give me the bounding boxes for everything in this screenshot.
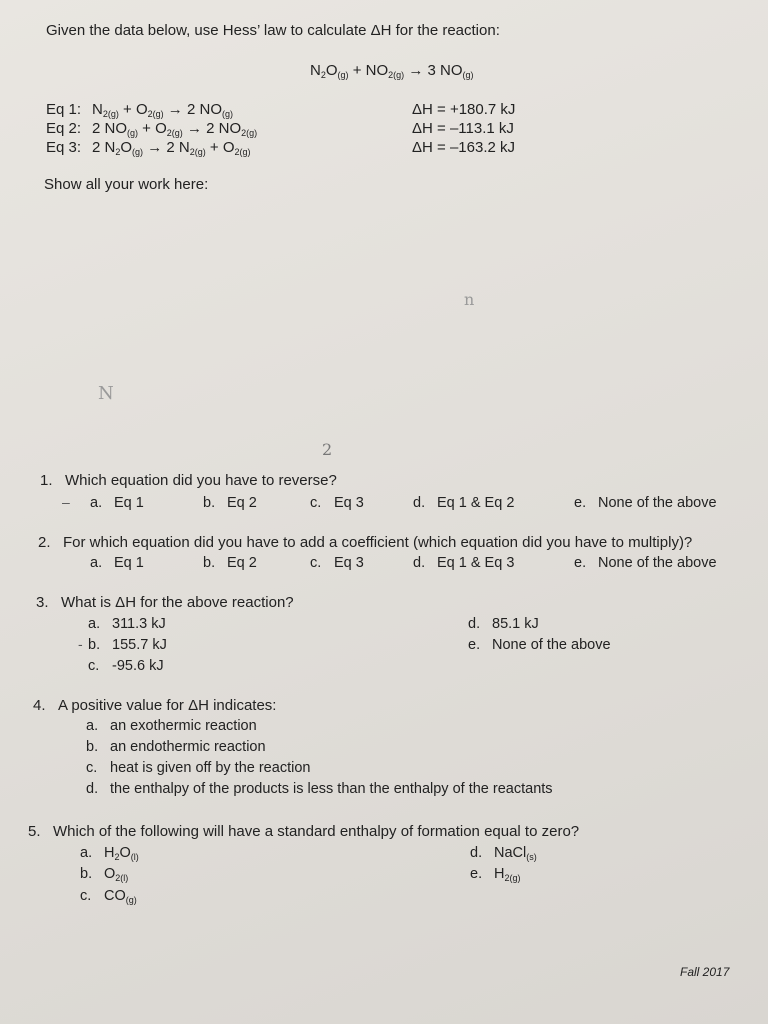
question-2-number: 2.	[38, 534, 51, 551]
q2-option-e[interactable]	[574, 555, 717, 571]
pencil-dash-mark: -	[78, 636, 83, 652]
option-letter: d.	[413, 495, 426, 511]
option-text: None of the above	[598, 495, 717, 511]
eq1-formula: $N_{2(g)} + O_{2(g)} \to 2$ $NO_{(g)}$	[92, 101, 233, 119]
option-letter: c.	[80, 888, 92, 904]
option-letter: a.	[90, 495, 103, 511]
eq2-dh: ΔH = –113.1 kJ	[412, 120, 514, 137]
question-4-number: 4.	[33, 697, 46, 714]
question-5-number: 5.	[28, 823, 41, 840]
q3-option-b[interactable]	[88, 637, 167, 653]
q4-option-d[interactable]	[86, 781, 553, 797]
pencil-mark: n	[464, 290, 475, 309]
q1-option-a[interactable]	[90, 495, 144, 511]
q1-option-b[interactable]	[203, 495, 257, 511]
q5-option-d[interactable]	[470, 845, 537, 862]
option-text: an endothermic reaction	[110, 739, 266, 755]
option-letter: e.	[470, 866, 483, 882]
option-text: an exothermic reaction	[110, 718, 257, 734]
option-text: Eq 1	[114, 555, 144, 571]
q3-option-e[interactable]	[468, 637, 611, 653]
option-text: 155.7 kJ	[112, 637, 167, 653]
option-text: heat is given off by the reaction	[110, 760, 311, 776]
option-letter: e.	[574, 495, 587, 511]
option-letter: a.	[90, 555, 103, 571]
q1-option-e[interactable]	[574, 495, 717, 511]
option-text: Eq 1 & Eq 2	[437, 495, 515, 511]
q4-option-c[interactable]	[86, 760, 310, 776]
question-3-text: What is ΔH for the above reaction?	[61, 594, 294, 611]
option-formula: $O_{2(l)}$	[104, 866, 129, 883]
option-letter: d.	[413, 555, 426, 571]
question-4-text: A positive value for ΔH indicates:	[58, 697, 277, 714]
question-1-text: Which equation did you have to reverse?	[65, 472, 337, 489]
option-letter: d.	[468, 616, 481, 632]
q4-option-b[interactable]	[86, 739, 266, 755]
option-text: Eq 3	[334, 555, 364, 571]
q4-option-a[interactable]	[86, 718, 257, 734]
pencil-mark: N	[98, 383, 114, 404]
q1-option-d[interactable]	[413, 495, 514, 511]
work-prompt: Show all your work here:	[44, 176, 209, 193]
q1-option-c[interactable]	[310, 495, 364, 511]
option-text: -95.6 kJ	[112, 658, 164, 674]
q3-option-d[interactable]	[468, 616, 539, 632]
option-text: 85.1 kJ	[492, 616, 539, 632]
question-5-text: Which of the following will have a standard enthalpy of formation equal to zero?	[53, 823, 580, 840]
eq2-label: Eq 2:	[46, 120, 82, 137]
option-formula: $CO_{(g)}$	[104, 888, 137, 905]
eq1-label: Eq 1:	[46, 101, 82, 118]
eq3-label: Eq 3:	[46, 139, 82, 156]
option-letter: c.	[310, 495, 322, 511]
pencil-mark: 2	[322, 440, 333, 459]
q5-option-c[interactable]	[80, 888, 137, 905]
option-text: Eq 2	[227, 495, 257, 511]
q3-option-a[interactable]	[88, 616, 166, 632]
question-3-number: 3.	[36, 594, 49, 611]
option-text: None of the above	[598, 555, 717, 571]
option-formula: $H_2O_{(l)}$	[104, 845, 139, 862]
option-text: Eq 1 & Eq 3	[437, 555, 515, 571]
option-text: Eq 2	[227, 555, 257, 571]
intro-text: Given the data below, use Hess’ law to calculate ΔH for the reaction:	[46, 22, 500, 39]
q2-option-b[interactable]	[203, 555, 257, 571]
option-formula: NaCl$_{(s)}$	[494, 845, 537, 862]
footer-term: Fall 2017	[680, 965, 730, 979]
q2-option-c[interactable]	[310, 555, 364, 571]
eq3-dh: ΔH = –163.2 kJ	[412, 139, 515, 156]
option-letter: b.	[86, 739, 99, 755]
option-text: Eq 3	[334, 495, 364, 511]
option-letter: d.	[86, 781, 99, 797]
option-letter: a.	[86, 718, 99, 734]
target-reaction: $N_2O_{(g)} + NO_{2(g)} \to 3$ $NO_{(g)}$	[310, 62, 474, 80]
option-formula: $H_{2(g)}$	[494, 866, 521, 883]
option-letter: c.	[86, 760, 98, 776]
option-letter: c.	[310, 555, 322, 571]
q5-option-b[interactable]	[80, 866, 128, 883]
option-letter: b.	[80, 866, 93, 882]
option-text: None of the above	[492, 637, 611, 653]
pencil-dash-mark: –	[62, 494, 70, 510]
question-1-number: 1.	[40, 472, 53, 489]
option-text: 311.3 kJ	[112, 616, 166, 632]
q3-option-c[interactable]	[88, 658, 164, 674]
option-letter: d.	[470, 845, 483, 861]
q2-option-a[interactable]	[90, 555, 144, 571]
option-letter: b.	[88, 637, 101, 653]
q2-option-d[interactable]	[413, 555, 514, 571]
eq2-formula: 2 $NO_{(g)} + O_{2(g)} \to 2$ $NO_{2(g)}$	[92, 120, 258, 138]
option-letter: e.	[468, 637, 481, 653]
option-text: the enthalpy of the products is less than the enthalpy of the reactants	[110, 781, 553, 797]
option-letter: a.	[88, 616, 101, 632]
q5-option-e[interactable]	[470, 866, 521, 883]
option-letter: a.	[80, 845, 93, 861]
option-letter: b.	[203, 495, 216, 511]
option-text: Eq 1	[114, 495, 144, 511]
option-letter: b.	[203, 555, 216, 571]
option-letter: c.	[88, 658, 100, 674]
q5-option-a[interactable]	[80, 845, 139, 862]
option-letter: e.	[574, 555, 587, 571]
eq3-formula: 2 $N_2O_{(g)} \to 2$ $N_{2(g)} + O_{2(g)}$	[92, 139, 251, 157]
eq1-dh: ΔH = +180.7 kJ	[412, 101, 516, 118]
question-2-text: For which equation did you have to add a coefficient (which equation did you have to multiply)?	[63, 534, 693, 551]
